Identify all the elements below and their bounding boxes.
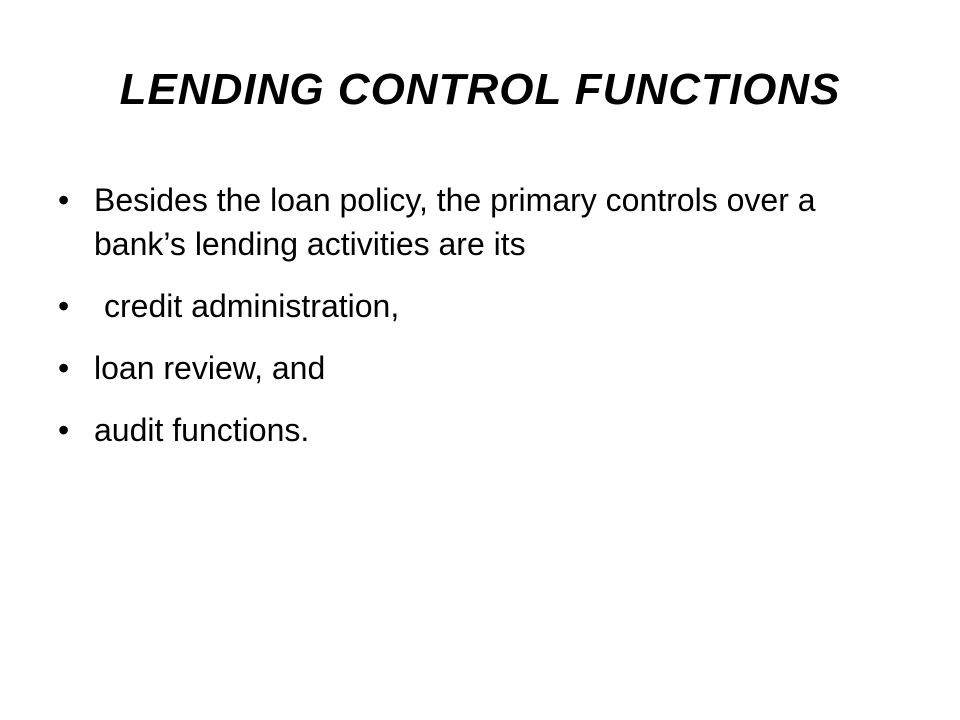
bullet-item-loan-review [58, 346, 858, 390]
bullet-item-credit-administration [58, 284, 858, 328]
bullet-list [58, 178, 858, 470]
bullet-point-icon: • [58, 288, 70, 324]
bullet-text: credit administration, [104, 288, 400, 324]
bullet-text: loan review, and [94, 350, 326, 386]
bullet-item-loan-policy [58, 178, 858, 266]
slide-title: LENDING CONTROL FUNCTIONS [119, 65, 841, 114]
bullet-point-icon: • [58, 350, 70, 386]
bullet-point-icon: • [58, 412, 70, 448]
bullet-item-audit-functions [58, 408, 858, 452]
bullet-text: audit functions. [94, 412, 310, 448]
bullet-text: Besides the loan policy, the primary controls over a bank’s lending activities are its [94, 182, 816, 262]
bullet-point-icon: • [58, 182, 70, 218]
